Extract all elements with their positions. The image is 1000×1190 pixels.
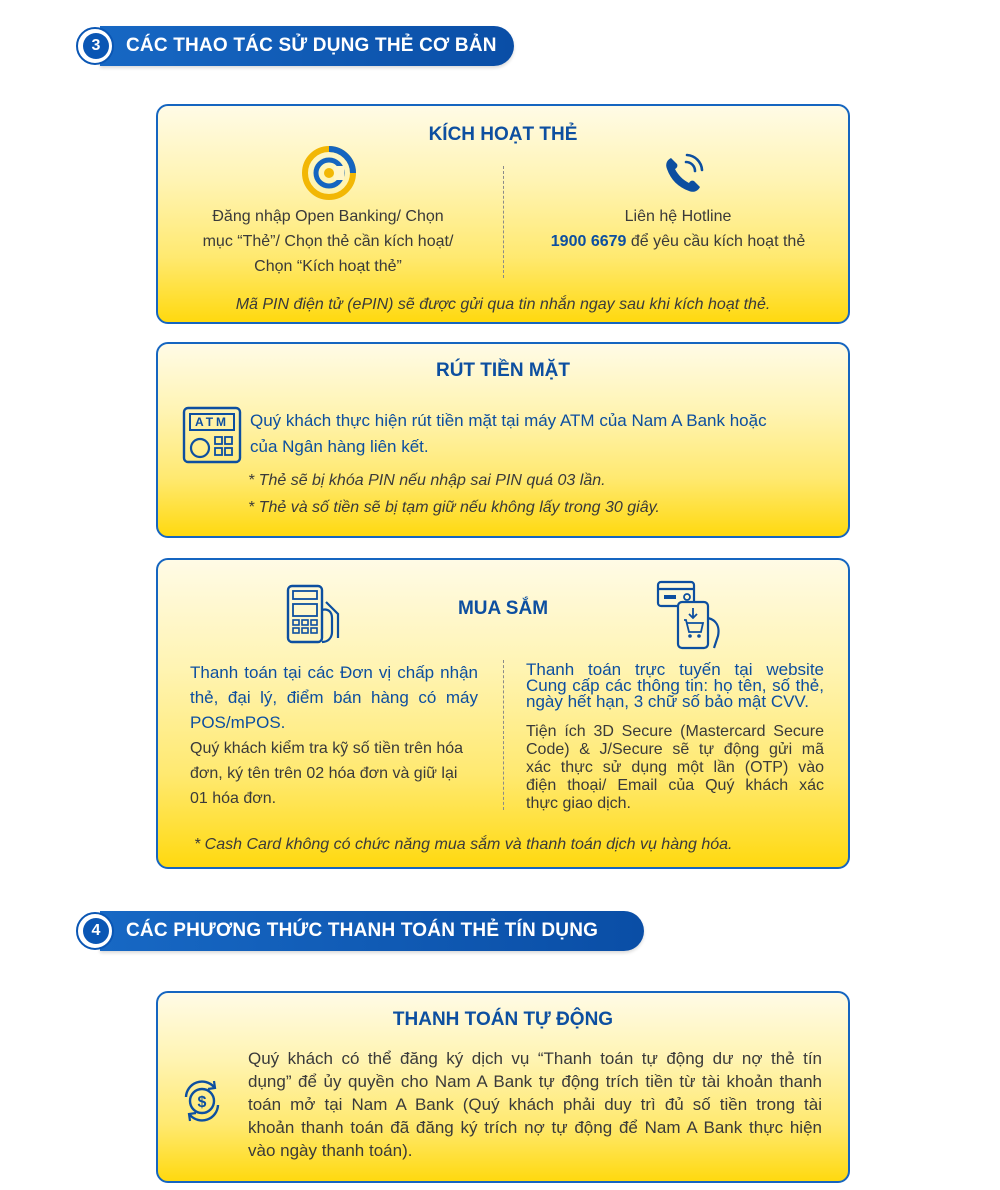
section-3-number: 3 (83, 33, 109, 59)
auto-payment-dollar-icon (178, 1077, 226, 1125)
withdraw-note-2: * Thẻ và số tiền sẽ bị tạm giữ nếu không lấy trong 30 giây. (248, 499, 660, 516)
autopay-title: THANH TOÁN TỰ ĐỘNG (392, 1009, 614, 1030)
activate-divider (503, 166, 504, 278)
autopay-card (156, 991, 850, 1183)
withdraw-note-1: * Thẻ sẽ bị khóa PIN nếu nhập sai PIN quá 03 lần. (248, 472, 606, 489)
section-3-title: CÁC THAO TÁC SỬ DỤNG THẺ CƠ BẢN (100, 26, 514, 66)
section-3-number-badge (76, 27, 114, 65)
shopping-left-heading: Thanh toán tại các Đơn vị chấp nhận thẻ, đại lý, điểm bán hàng có máy POS/mPOS. (190, 663, 478, 732)
section-3-header (76, 26, 514, 66)
phone-icon (661, 152, 705, 196)
activate-card (156, 104, 850, 324)
section-4-number-badge (76, 912, 114, 950)
hotline-number[interactable]: 1900 6679 (550, 233, 627, 250)
section-4-header (76, 911, 644, 951)
activate-left-text: Đăng nhập Open Banking/ Chọn mục “Thẻ”/ Chọn thẻ cần kích hoạt/ Chọn “Kích hoạt thẻ” (202, 208, 454, 275)
atm-icon (182, 406, 242, 464)
shopping-note: * Cash Card không có chức năng mua sắm và thanh toán dịch vụ hàng hóa. (194, 836, 733, 853)
online-shopping-phone-icon (656, 578, 726, 650)
activate-title: KÍCH HOẠT THẺ (428, 124, 578, 145)
shopping-divider (503, 660, 504, 810)
openbanking-logo-icon (302, 146, 356, 200)
withdraw-card (156, 342, 850, 538)
section-4-number: 4 (83, 918, 109, 944)
autopay-text: Quý khách có thể đăng ký dịch vụ “Thanh toán tự động dư nợ thẻ tín dụng” để ủy quyền cho Nam A Bank tự động trích tiền từ tài khoản thanh toán mở tại Nam A Bank (Quý khách phải duy trì đủ số tiền trong tài khoản thanh toán đã đăng ký trích nợ tự động để Nam A Bank thực hiện vào ngày thanh toán). (248, 1049, 822, 1160)
withdraw-main-text: Quý khách thực hiện rút tiền mặt tại máy ATM của Nam A Bank hoặc của Ngân hàng liên kết. (250, 411, 767, 456)
section-4-title: CÁC PHƯƠNG THỨC THANH TOÁN THẺ TÍN DỤNG (100, 911, 644, 951)
shopping-card (156, 558, 850, 869)
shopping-right-heading: Thanh toán trực tuyến tại website Cung cấp các thông tin: họ tên, số thẻ, ngày hết hạn, 3 chữ số bảo mật CVV. (526, 660, 824, 711)
svg-text:$: $ (197, 1094, 207, 1111)
shopping-right-body: Tiện ích 3D Secure (Mastercard Secure Code) & J/Secure sẽ tự động gửi mã xác thực sử dụng một lần (OTP) vào điện thoại/ Email của Quý khách xác thực giao dịch. (526, 723, 824, 812)
activate-note: Mã PIN điện tử (ePIN) sẽ được gửi qua tin nhắn ngay sau khi kích hoạt thẻ. (235, 296, 771, 313)
withdraw-title: RÚT TIỀN MẶT (435, 360, 571, 381)
activate-right-text: Liên hệ Hotline 1900 6679 để yêu cầu kích hoạt thẻ (550, 208, 806, 250)
shopping-title: MUA SẮM (457, 598, 549, 619)
shopping-left-body: Quý khách kiểm tra kỹ số tiền trên hóa đơn, ký tên trên 02 hóa đơn và giữ lại 01 hóa đơn. (190, 740, 464, 807)
atm-label: ATM (194, 415, 230, 429)
